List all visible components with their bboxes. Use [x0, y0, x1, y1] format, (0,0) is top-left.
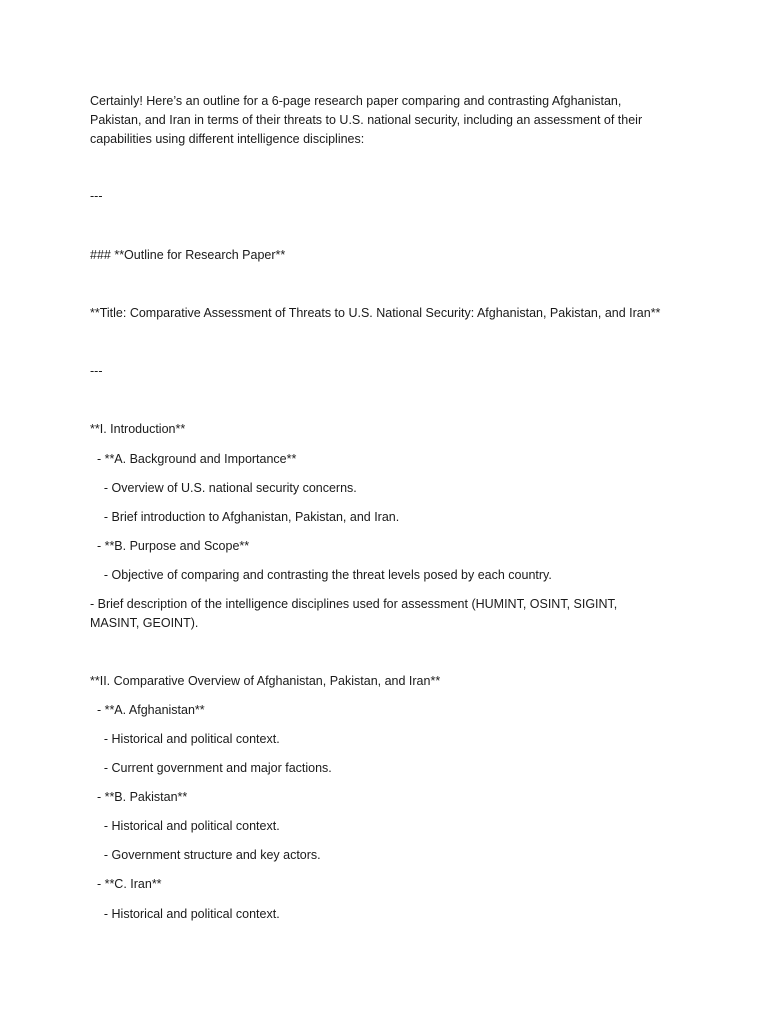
outline-item: - Current government and major factions. — [90, 761, 332, 775]
outline-item: - Government structure and key actors. — [90, 848, 321, 862]
outline-item: - Objective of comparing and contrasting the threat levels posed by each country. — [90, 568, 552, 582]
outline-item: - Historical and political context. — [90, 907, 280, 921]
subsection-heading-background: - **A. Background and Importance** — [90, 452, 297, 466]
outline-item: - Historical and political context. — [90, 732, 280, 746]
outline-heading: ### **Outline for Research Paper** — [90, 248, 286, 262]
subsection-heading-iran: - **C. Iran** — [90, 877, 162, 891]
paper-title: **Title: Comparative Assessment of Threats to U.S. National Security: Afghanistan, Pakistan, and Iran** — [90, 306, 661, 320]
outline-item: - Brief introduction to Afghanistan, Pakistan, and Iran. — [90, 510, 400, 524]
separator-line: --- — [90, 364, 103, 378]
section-heading-introduction: **I. Introduction** — [90, 422, 186, 436]
outline-item: - Historical and political context. — [90, 819, 280, 833]
intro-paragraph: Certainly! Here’s an outline for a 6-page research paper comparing and contrasting Afghanistan, Pakistan, and Iran in terms of their threats to U.S. national security, including an assessment of their capabilities using different intelligence disciplines: — [90, 94, 643, 146]
outline-item: - Overview of U.S. national security concerns. — [90, 481, 357, 495]
separator-line: --- — [90, 189, 103, 203]
subsection-heading-afghanistan: - **A. Afghanistan** — [90, 703, 205, 717]
outline-item: - Brief description of the intelligence disciplines used for assessment (HUMINT, OSINT, SIGINT, MASINT, GEOINT). — [90, 597, 618, 630]
section-heading-comparative-overview: **II. Comparative Overview of Afghanistan, Pakistan, and Iran** — [90, 674, 441, 688]
subsection-heading-purpose: - **B. Purpose and Scope** — [90, 539, 250, 553]
subsection-heading-pakistan: - **B. Pakistan** — [90, 790, 188, 804]
